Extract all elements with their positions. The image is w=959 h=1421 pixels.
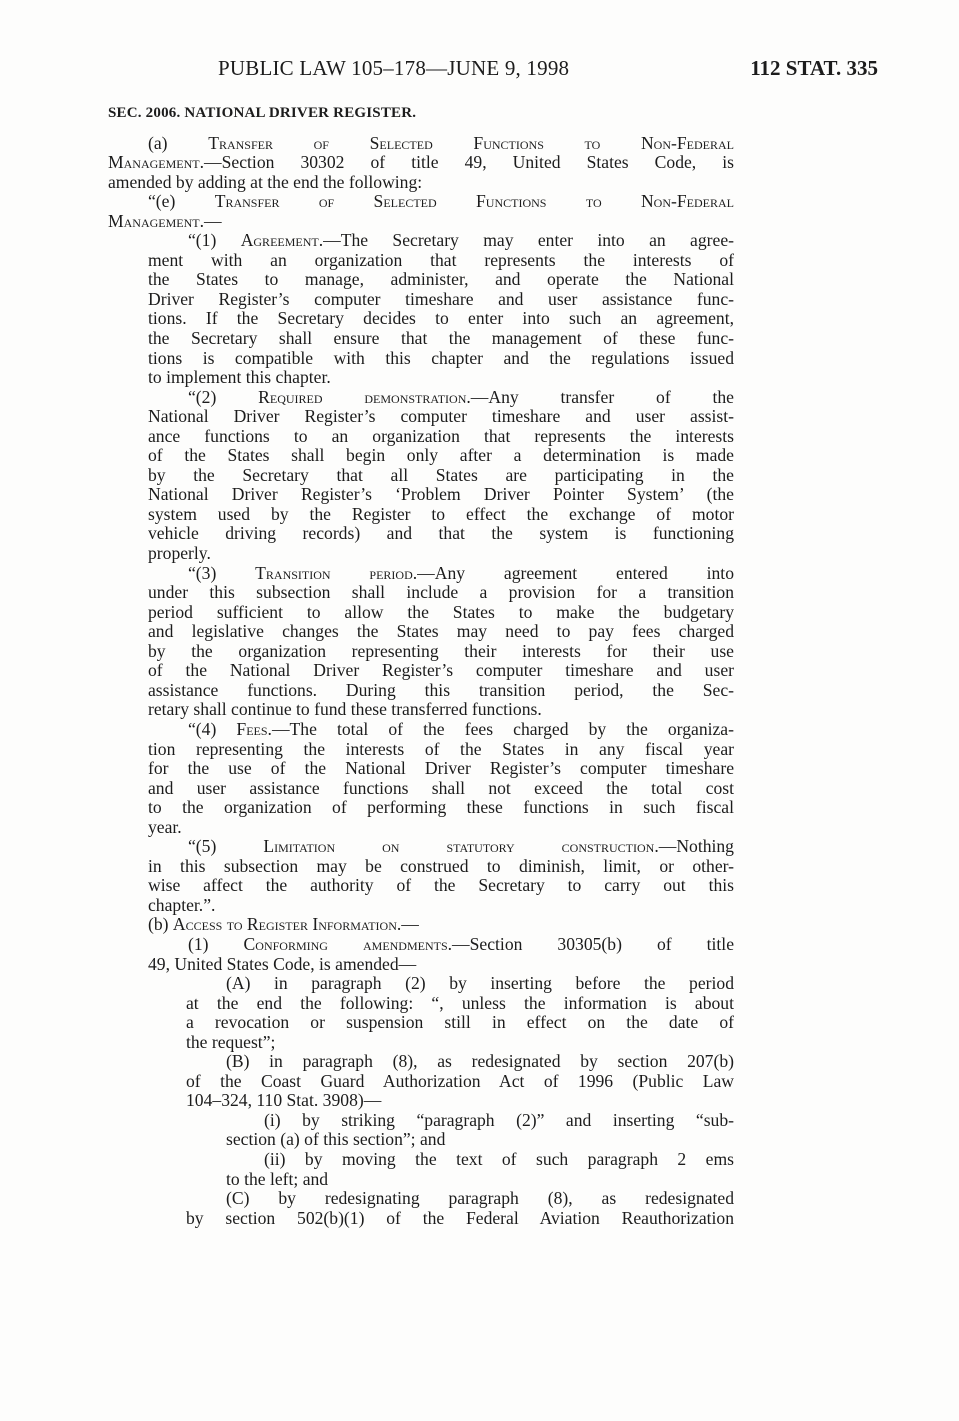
clause-B-line: (B) in paragraph (8), as redesignated by section 207(b) bbox=[226, 1051, 734, 1072]
paragraph-4-line: year. bbox=[148, 816, 182, 837]
paragraph-1-line: the States to manage, administer, and operate the National bbox=[148, 269, 734, 290]
paragraph-3-line: by the organization representing their interests for their use bbox=[148, 640, 734, 661]
paragraph-2-heading: Required demonstration. bbox=[258, 386, 471, 407]
paragraph-3-line: assistance functions. During this transition period, the Sec- bbox=[148, 679, 734, 700]
paragraph-4-line: tion representing the interests of the States in any fiscal year bbox=[148, 738, 734, 759]
paragraph-3-line: retary shall continue to fund these transferred functions. bbox=[148, 699, 542, 720]
item-ii-line: (ii) by moving the text of such paragraph 2 ems bbox=[264, 1148, 734, 1169]
header-stat-citation: 112 STAT. 335 bbox=[750, 56, 878, 80]
subsection-a-line: amended by adding at the end the following: bbox=[108, 171, 423, 192]
paragraph-3-line: of the National Driver Register’s computer timeshare and user bbox=[148, 660, 734, 681]
paragraph-4-line: “(4) Fees.—The total of the fees charged by the organiza- bbox=[188, 718, 734, 739]
subsection-b-line: (b) Access to Register Information.— bbox=[148, 914, 419, 935]
subsection-b-heading: Access to Register Information. bbox=[172, 914, 402, 935]
paragraph-4-line: for the use of the National Driver Register’s computer timeshare bbox=[148, 758, 734, 779]
paragraph-b1-heading: Conforming amendments. bbox=[243, 933, 453, 954]
item-ii-line: to the left; and bbox=[226, 1168, 329, 1189]
clause-A-line: at the end the following: “, unless the information is about bbox=[186, 992, 734, 1013]
clause-C-line: (C) by redesignating paragraph (8), as redesignated bbox=[226, 1188, 734, 1209]
header-title: PUBLIC LAW 105–178—JUNE 9, 1998 bbox=[218, 56, 570, 80]
paragraph-4-line: and user assistance functions shall not exceed the total cost bbox=[148, 777, 734, 798]
paragraph-1-line: “(1) Agreement.—The Secretary may enter into an agree- bbox=[188, 230, 734, 251]
paragraph-2-line: National Driver Register’s computer timeshare and user assist- bbox=[148, 406, 734, 427]
paragraph-5-line: wise affect the authority of the Secretary to carry out this bbox=[148, 875, 734, 896]
subsection-e-line: Management.— bbox=[108, 210, 222, 231]
subsection-a-line: (a) Transfer of Selected Functions to Non-Federal bbox=[148, 132, 734, 153]
paragraph-1-line: tions. If the Secretary decides to enter into such an agreement, bbox=[148, 308, 734, 329]
paragraph-2-line: ance functions to an organization that represents the interests bbox=[148, 425, 734, 446]
paragraph-b1-line: 49, United States Code, is amended— bbox=[148, 953, 417, 974]
subsection-e-line: “(e) Transfer of Selected Functions to Non-Federal bbox=[148, 191, 734, 212]
paragraph-5-line: chapter.”. bbox=[148, 894, 216, 915]
paragraph-b1-line: (1) Conforming amendments.—Section 30305(b) of title bbox=[188, 933, 734, 954]
paragraph-2-line: by the Secretary that all States are participating in the bbox=[148, 464, 734, 485]
paragraph-5-line: “(5) Limitation on statutory construction.—Nothing bbox=[188, 836, 734, 857]
paragraph-1-line: ment with an organization that represents the interests of bbox=[148, 249, 734, 270]
clause-A-line: (A) in paragraph (2) by inserting before the period bbox=[226, 973, 734, 994]
item-i-line: section (a) of this section”; and bbox=[226, 1129, 446, 1150]
subsection-a-line: Management.—Section 30302 of title 49, United States Code, is bbox=[108, 152, 734, 173]
body-text bbox=[108, 104, 734, 1228]
item-i-line: (i) by striking “paragraph (2)” and inserting “sub- bbox=[264, 1109, 734, 1130]
clause-C-line: by section 502(b)(1) of the Federal Aviation Reauthorization bbox=[186, 1207, 734, 1228]
paragraph-1-line: to implement this chapter. bbox=[148, 367, 331, 388]
paragraph-3-line: under this subsection shall include a provision for a transition bbox=[148, 582, 734, 603]
paragraph-5-line: in this subsection may be construed to diminish, limit, or other- bbox=[148, 855, 734, 876]
paragraph-3-line: and legislative changes the States may need to pay fees charged bbox=[148, 621, 734, 642]
clause-A-line: a revocation or suspension still in effect on the date of bbox=[186, 1012, 734, 1033]
paragraph-5-heading: Limitation on statutory construction. bbox=[263, 836, 659, 857]
paragraph-3-line: period sufficient to allow the States to make the budgetary bbox=[148, 601, 734, 622]
paragraph-2-line: of the States shall begin only after a determination is made bbox=[148, 445, 734, 466]
paragraph-3-heading: Transition period. bbox=[255, 562, 418, 583]
paragraph-1-heading: Agreement. bbox=[240, 230, 324, 251]
paragraph-2-line: “(2) Required demonstration.—Any transfer of the bbox=[188, 386, 734, 407]
paragraph-1-line: tions is compatible with this chapter and the regulations issued bbox=[148, 347, 734, 368]
clause-B-line: 104–324, 110 Stat. 3908)— bbox=[186, 1090, 382, 1111]
clause-B-line: of the Coast Guard Authorization Act of 1996 (Public Law bbox=[186, 1070, 734, 1091]
section-heading: SEC. 2006. NATIONAL DRIVER REGISTER. bbox=[108, 105, 417, 121]
paragraph-4-line: to the organization of performing these functions in such fiscal bbox=[148, 797, 734, 818]
subsection-a-heading: Transfer of Selected Functions to Non-Federal bbox=[208, 132, 734, 153]
paragraph-2-line: National Driver Register’s ‘Problem Driver Pointer System’ (the bbox=[148, 484, 734, 505]
paragraph-1-line: the Secretary shall ensure that the management of these func- bbox=[148, 328, 734, 349]
clause-A-line: the request”; bbox=[186, 1031, 276, 1052]
paragraph-2-line: vehicle driving records) and that the system is functioning bbox=[148, 523, 734, 544]
paragraph-1-line: Driver Register’s computer timeshare and user assistance func- bbox=[148, 288, 734, 309]
paragraph-2-line: system used by the Register to effect the exchange of motor bbox=[148, 503, 734, 524]
paragraph-2-line: properly. bbox=[148, 543, 211, 564]
subsection-e-heading: Transfer of Selected Functions to Non-Federal bbox=[214, 191, 734, 212]
paragraph-4-heading: Fees. bbox=[236, 718, 272, 739]
page-header bbox=[108, 56, 878, 86]
paragraph-3-line: “(3) Transition period.—Any agreement entered into bbox=[188, 562, 734, 583]
